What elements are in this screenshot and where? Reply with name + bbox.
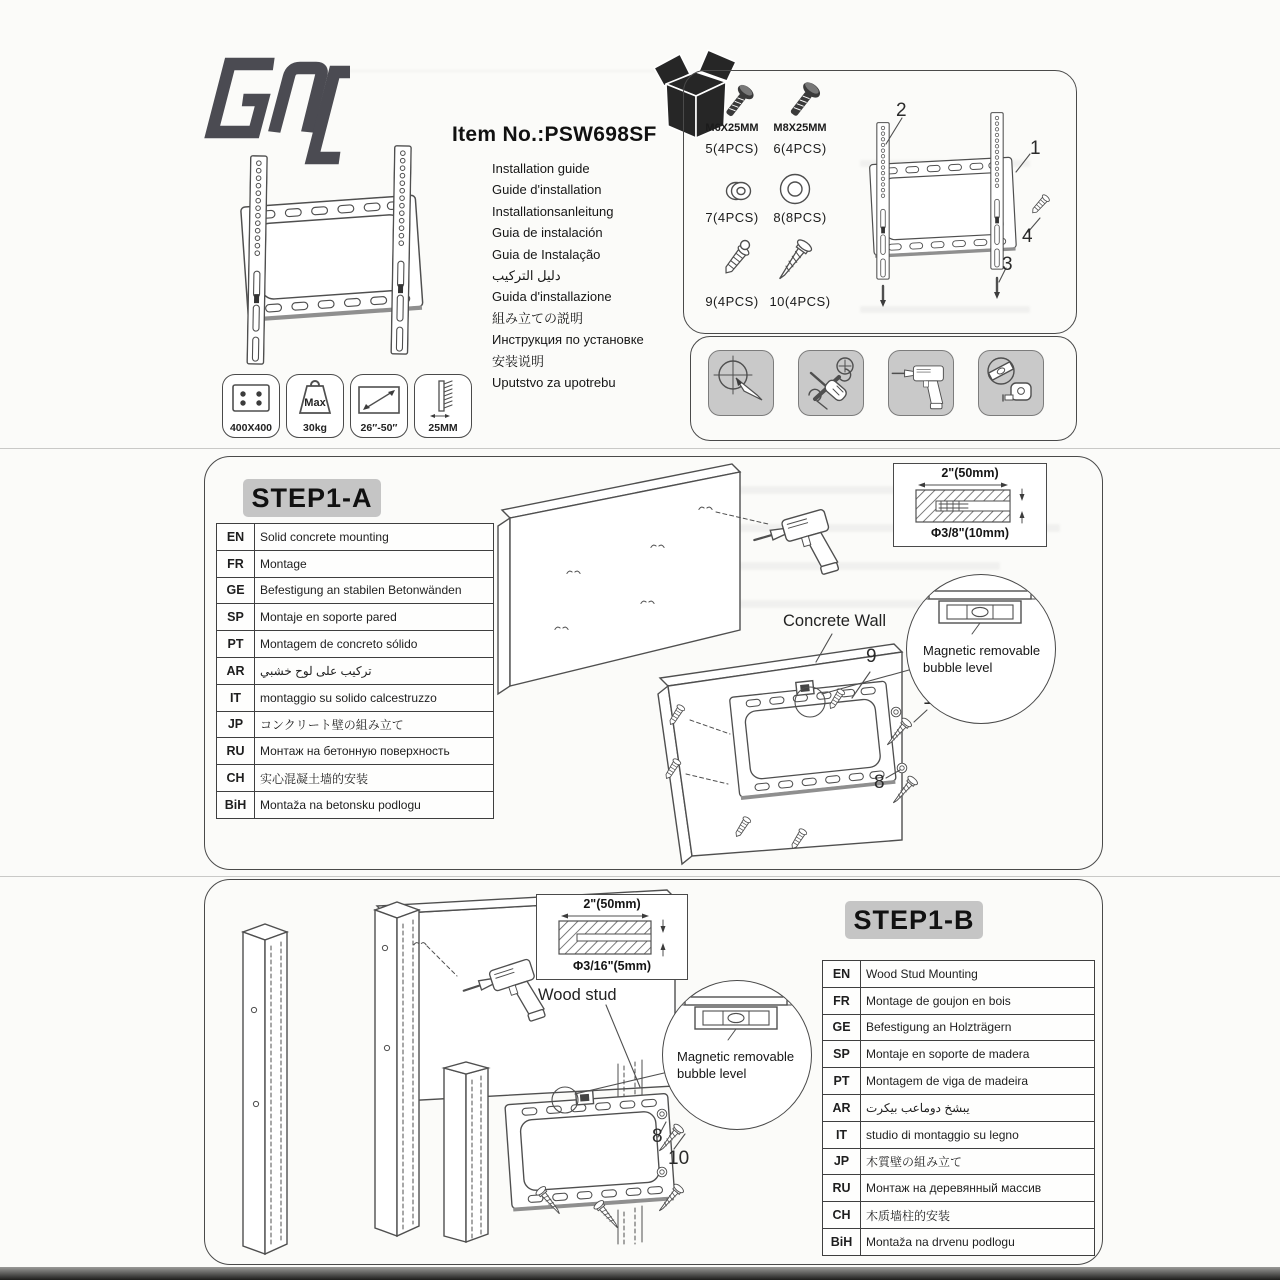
max-weight-text: Max xyxy=(304,397,326,409)
language-code-cell: AR xyxy=(823,1095,861,1121)
vesa-pattern-icon xyxy=(223,375,279,421)
callout-part-3: 3 xyxy=(1002,254,1013,275)
pencil-mark-icon xyxy=(709,351,773,415)
concrete-wall-label: Concrete Wall xyxy=(783,612,887,630)
section-divider xyxy=(0,876,1280,877)
language-code-cell: AR xyxy=(217,658,255,684)
language-row xyxy=(823,1174,1094,1201)
part-qty-6: 6(4PCS) xyxy=(773,141,827,156)
language-code-cell: PT xyxy=(823,1068,861,1094)
wood-stud-label: Wood stud xyxy=(538,986,617,1004)
drill-diameter-label: Φ3/16"(5mm) xyxy=(572,959,652,973)
screwdriver-wrench-icon xyxy=(799,351,863,415)
language-text-cell: تركيب على لوح خشبي xyxy=(260,663,372,678)
language-text-cell: Montaje en soporte pared xyxy=(260,610,397,625)
language-title-line: Guida d'installazione xyxy=(492,289,612,305)
bubble-level-caption-line1: Magnetic removable xyxy=(677,1049,795,1064)
washer-small-icon xyxy=(720,172,760,210)
part-qty-5: 5(4PCS) xyxy=(705,141,759,156)
language-text-cell: Montage xyxy=(260,556,307,571)
washer-large-icon xyxy=(772,166,818,212)
language-text-cell: コンクリート壁の組み立て xyxy=(260,717,404,732)
language-code-cell: EN xyxy=(823,961,861,987)
step1a-title: STEP1-A xyxy=(243,479,381,517)
language-text-cell: Монтаж на деревянный массив xyxy=(866,1181,1042,1196)
language-text-cell: 实心混凝土墙的安装 xyxy=(260,771,369,786)
language-code-cell: GE xyxy=(217,578,255,604)
language-title-line: 組み立ての説明 xyxy=(492,310,584,326)
bubble-level-caption-line1: Magnetic removable xyxy=(923,643,1041,658)
callout-10: 10 xyxy=(668,1148,690,1169)
language-text-cell: montaggio su solido calcestruzzo xyxy=(260,690,437,705)
language-title-line: Installationsanleitung xyxy=(492,203,614,219)
language-row xyxy=(823,1067,1094,1094)
language-text-cell: Montaža na betonsku podlogu xyxy=(260,797,421,812)
step1b-language-table xyxy=(822,960,1095,1256)
bubble-level-caption xyxy=(923,643,1049,677)
badge-vesa-label: 400X400 xyxy=(229,422,273,434)
language-row xyxy=(823,961,1094,987)
scan-edge-band xyxy=(0,1267,1280,1280)
bubble-level-magnifier xyxy=(906,574,1056,724)
language-row xyxy=(823,1094,1094,1121)
callout-part-1: 1 xyxy=(1030,138,1041,159)
language-row xyxy=(823,1014,1094,1041)
badge-max-weight xyxy=(286,374,344,438)
language-row xyxy=(823,1228,1094,1255)
part-qty-9: 9(4PCS) xyxy=(705,294,759,309)
wall-anchor-icon xyxy=(706,236,762,296)
language-code-cell: BiH xyxy=(823,1229,861,1255)
wall-mount-parts-diagram xyxy=(846,98,1072,310)
max-weight-icon xyxy=(287,375,343,421)
language-code-cell: FR xyxy=(823,988,861,1014)
wall-mount-front-view-drawing xyxy=(222,142,444,376)
bubble-level-icon xyxy=(917,589,1045,635)
language-text-cell: Montaje en soporte de madera xyxy=(866,1047,1030,1062)
language-title-line: Installation guide xyxy=(492,161,590,176)
language-code-cell: CH xyxy=(823,1202,861,1228)
callout-8: 8 xyxy=(874,772,885,793)
language-text-cell: Montagem de concreto sólido xyxy=(260,637,418,652)
language-title-line: Uputstvo za upotrebu xyxy=(492,375,616,391)
language-code-cell: IT xyxy=(823,1122,861,1148)
drill-diameter-label: Φ3/8"(10mm) xyxy=(930,526,1010,540)
language-title-line: Guia de instalación xyxy=(492,225,603,241)
part-spec-m8: M8X25MM xyxy=(773,122,827,134)
tape-measure-icon xyxy=(979,351,1043,415)
language-row xyxy=(823,987,1094,1014)
screw-m8-icon xyxy=(780,78,826,124)
language-code-cell: SP xyxy=(217,604,255,630)
part-spec-m6: M6X25MM xyxy=(705,122,759,134)
badge-vesa xyxy=(222,374,280,438)
part-qty-8: 8(8PCS) xyxy=(773,210,827,225)
bubble-level-caption-line2: bubble level xyxy=(923,659,993,675)
item-number-heading: Item No.:PSW698SF xyxy=(452,123,657,146)
language-text-cell: Solid concrete mounting xyxy=(260,529,389,544)
callout-8: 8 xyxy=(652,1126,663,1147)
language-text-cell: Montagem de viga de madeira xyxy=(866,1074,1029,1089)
language-code-cell: JP xyxy=(823,1149,861,1175)
part-qty-10: 10(4PCS) xyxy=(769,294,831,309)
language-text-cell: 木质墙柱的安装 xyxy=(866,1208,951,1223)
language-text-cell: Befestigung an stabilen Betonwänden xyxy=(260,583,462,598)
step1a-drill-spec-box xyxy=(893,463,1047,547)
drill-width-label: 2"(50mm) xyxy=(941,466,999,480)
tool-tile-tape-measure xyxy=(978,350,1044,416)
language-code-cell: CH xyxy=(217,765,255,791)
drill-icon xyxy=(889,351,953,415)
language-row xyxy=(823,1040,1094,1067)
tool-tile-drill xyxy=(888,350,954,416)
language-code-cell: SP xyxy=(823,1041,861,1067)
lag-screw-icon xyxy=(764,230,824,298)
language-code-cell: JP xyxy=(217,712,255,738)
language-code-cell: PT xyxy=(217,631,255,657)
language-title-line: Guia de Instalação xyxy=(492,246,601,262)
language-text-cell: Montage de goujon en bois xyxy=(866,993,1011,1008)
part-qty-7: 7(4PCS) xyxy=(705,210,759,225)
wall-depth-icon xyxy=(415,375,471,421)
badge-screen-size-label: 26″-50″ xyxy=(360,422,398,434)
bubble-level-caption-line2: bubble level xyxy=(677,1065,747,1081)
language-row xyxy=(823,1201,1094,1228)
language-code-cell: EN xyxy=(217,524,255,550)
screen-size-icon xyxy=(351,375,407,421)
language-code-cell: RU xyxy=(217,738,255,764)
language-code-cell: FR xyxy=(217,551,255,577)
drill-spec-diagram xyxy=(894,481,1044,525)
language-text-cell: studio di montaggio su legno xyxy=(866,1127,1019,1142)
drill-width-label: 2"(50mm) xyxy=(583,897,641,911)
language-text-cell: Befestigung an Holzträgern xyxy=(866,1020,1012,1035)
language-title-line: Инструкция по установке xyxy=(492,332,644,348)
badge-max-weight-label: 30kg xyxy=(303,422,327,434)
language-title-line: Guide d'installation xyxy=(492,182,602,198)
language-code-cell: IT xyxy=(217,685,255,711)
language-row xyxy=(823,1148,1094,1175)
scan-ghost-line xyxy=(332,70,682,72)
tool-tile-screwdriver xyxy=(798,350,864,416)
callout-part-2: 2 xyxy=(896,100,907,121)
language-row xyxy=(823,1121,1094,1148)
language-text-cell: Монтаж на бетонную поверхность xyxy=(260,744,450,759)
tool-tile-pencil xyxy=(708,350,774,416)
callout-part-4: 4 xyxy=(1022,226,1033,247)
screw-m6-icon xyxy=(716,80,760,124)
language-text-cell: Wood Stud Mounting xyxy=(866,966,978,981)
language-code-cell: RU xyxy=(823,1175,861,1201)
language-code-cell: BiH xyxy=(217,792,255,818)
badge-wall-depth xyxy=(414,374,472,438)
language-title-line: 安装说明 xyxy=(492,353,545,369)
language-text-cell: Montaža na drvenu podlogu xyxy=(866,1234,1015,1249)
language-text-cell: يبشخ دوماعب بيكرت xyxy=(866,1100,970,1115)
step1b-title: STEP1-B xyxy=(845,901,983,939)
badge-screen-size xyxy=(350,374,408,438)
language-text-cell: 木質壁の組み立て xyxy=(866,1154,963,1169)
section-divider xyxy=(0,448,1280,449)
badge-wall-depth-label: 25MM xyxy=(428,422,458,434)
language-code-cell: GE xyxy=(823,1015,861,1041)
callout-9: 9 xyxy=(866,646,877,667)
language-title-line: دليل التركيب xyxy=(492,268,561,284)
